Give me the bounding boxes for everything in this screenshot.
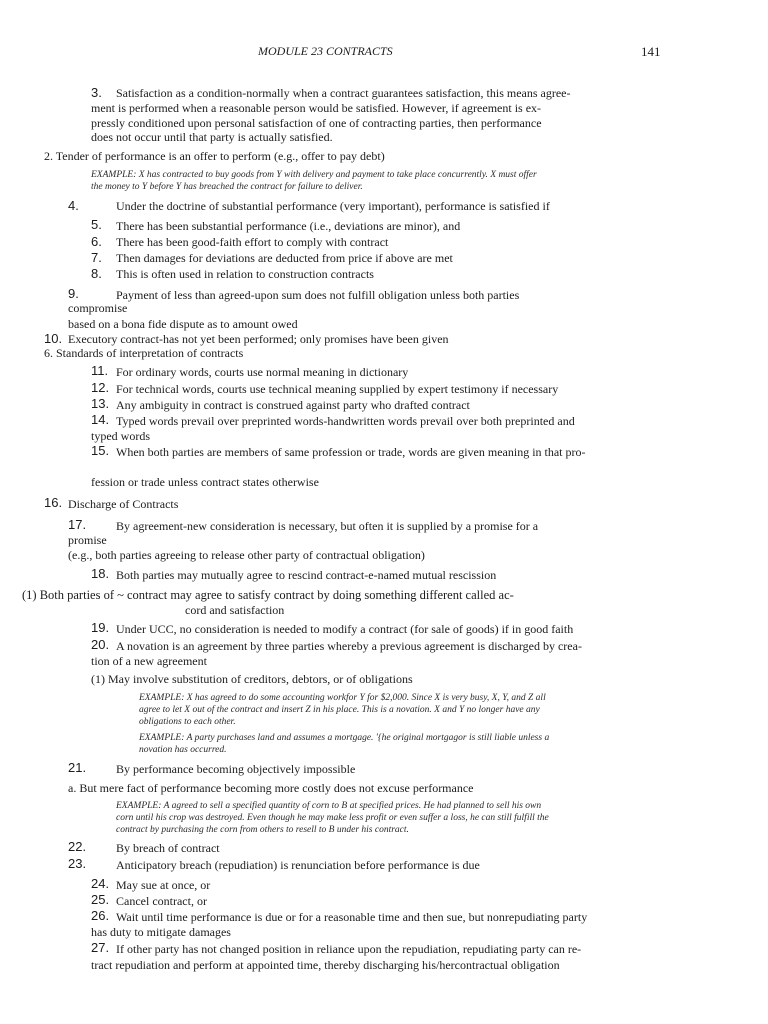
running-header-title: MODULE 23 CONTRACTS [258,44,393,58]
paragraph-line: May sue at once, or [116,878,211,892]
paragraph-line: There has been good-faith effort to comply with contract [116,235,389,249]
example-text: EXAMPLE: A party purchases land and assumes a mortgage. '{he original mortgagor is still liable unless a [139,733,550,743]
item-number: 18. [91,566,110,581]
paragraph-line: based on a bona fide dispute as to amount owed [68,317,298,331]
paragraph-line: Anticipatory breach (repudiation) is renunciation before performance is due [116,858,480,872]
paragraph-line: fession or trade unless contract states otherwise [91,475,319,489]
section-heading: Discharge of Contracts [68,497,179,511]
item-number: 5. [91,217,102,232]
paragraph-line: This is often used in relation to construction contracts [116,267,374,281]
paragraph-line: Then damages for deviations are deducted from price if above are met [116,251,453,265]
paragraph-line: Under the doctrine of substantial performance (very important), performance is satisfied if [116,199,550,213]
example-text: novation has occurred. [139,745,227,755]
paragraph-line: Any ambiguity in contract is construed against party who drafted contract [116,398,470,412]
paragraph-line: pressly conditioned upon personal satisfaction of one of contracting parties, then performance [91,116,542,130]
item-number: 9. [68,286,79,301]
paragraph-line: has duty to mitigate damages [91,925,231,939]
paragraph-line: (e.g., both parties agreeing to release other party of contractual obligation) [68,548,425,562]
paragraph-line: does not occur until that party is actually satisfied. [91,130,333,144]
paragraph-line: (1) Both parties of ~ contract may agree to satisfy contract by doing something different called ac- [22,588,514,602]
item-number: 8. [91,266,102,281]
item-number: 22. [68,839,87,854]
paragraph-line: If other party has not changed position in reliance upon the repudiation, repudiating party can re- [116,942,582,956]
paragraph-line: Payment of less than agreed-upon sum does not fulfill obligation unless both parties [116,288,520,302]
paragraph-line: By breach of contract [116,841,220,855]
item-number: 27. [91,940,110,955]
item-number: 26. [91,908,110,923]
paragraph-line: Satisfaction as a condition-normally when a contract guarantees satisfaction, this means agree- [116,86,571,100]
paragraph-line: Both parties may mutually agree to rescind contract-e-named mutual rescission [116,568,497,582]
item-number: 25. [91,892,110,907]
paragraph-line: For ordinary words, courts use normal meaning in dictionary [116,365,409,379]
example-text: EXAMPLE: A agreed to sell a specified quantity of corn to B at specified prices. He had planned to sell his own [116,801,542,811]
paragraph-line: There has been substantial performance (i.e., deviations are minor), and [116,219,461,233]
paragraph-line: Executory contract-has not yet been performed; only promises have been given [68,332,449,346]
item-number: 16. [44,495,63,510]
paragraph-line: By performance becoming objectively impossible [116,762,356,776]
example-text: agree to let X out of the contract and insert Z in his place. This is a novation. X and Y no longer have any [139,705,540,715]
example-text: contract by purchasing the corn from others to resell to B under his contract. [116,825,409,835]
item-number: 12. [91,380,110,395]
paragraph-line: When both parties are members of same profession or trade, words are given meaning in that pro- [116,445,586,459]
paragraph-line: Wait until time performance is due or for a reasonable time and then sue, but nonrepudiating party [116,910,588,924]
item-number: 11. [91,363,109,378]
paragraph-line: tion of a new agreement [91,654,207,668]
item-number: 10. [44,331,63,346]
paragraph-line: For technical words, courts use technical meaning supplied by expert testimony if necessary [116,382,559,396]
paragraph-line: Cancel contract, or [116,894,207,908]
paragraph-line: compromise [68,301,128,315]
item-number: 13. [91,396,110,411]
item-number: 21. [68,760,87,775]
paragraph-line: Typed words prevail over preprinted words-handwritten words prevail over both preprinted and [116,414,575,428]
item-number: 19. [91,620,110,635]
item-number: 6. [91,234,102,249]
example-text: EXAMPLE: X has agreed to do some accounting workfor Y for $2,000. Since X is very busy, X, Y, and Z all [139,693,546,703]
example-text: corn until his crop was destroyed. Even though he may make less profit or even suffer a loss, he can still fulfill the [116,813,549,823]
example-text: obligations to each other. [139,717,236,727]
item-number: 14. [91,412,110,427]
paragraph-line: typed words [91,429,150,443]
page-number: 141 [641,44,661,59]
paragraph-line: a. But mere fact of performance becoming more costly does not excuse performance [68,781,474,795]
section-heading: 6. Standards of interpretation of contracts [44,346,244,360]
item-number: 17. [68,517,87,532]
paragraph-line: A novation is an agreement by three parties whereby a previous agreement is discharged by crea- [116,639,582,653]
paragraph-line: ment is performed when a reasonable person would be satisfied. However, if agreement is ex- [91,101,542,115]
item-number: 3. [91,85,102,100]
paragraph-line: cord and satisfaction [185,603,285,617]
paragraph-line: tract repudiation and perform at appointed time, thereby discharging his/hercontractual obligation [91,958,560,972]
item-number: 4. [68,198,79,213]
paragraph-line: Under UCC, no consideration is needed to modify a contract (for sale of goods) if in good faith [116,622,574,636]
item-number: 7. [91,250,102,265]
paragraph-line: promise [68,533,107,547]
paragraph-line: By agreement-new consideration is necessary, but often it is supplied by a promise for a [116,519,539,533]
item-number: 24. [91,876,110,891]
example-text: the money to Y before Y has breached the contract for failure to deliver. [91,182,363,192]
paragraph-line: (1) May involve substitution of creditors, debtors, or of obligations [91,672,413,686]
item-number: 15. [91,443,110,458]
item-number: 23. [68,856,87,871]
section-heading: 2. Tender of performance is an offer to perform (e.g., offer to pay debt) [44,149,385,163]
item-number: 20. [91,637,110,652]
example-text: EXAMPLE: X has contracted to buy goods from Y with delivery and payment to take place concurrently. X must offer [91,170,537,180]
